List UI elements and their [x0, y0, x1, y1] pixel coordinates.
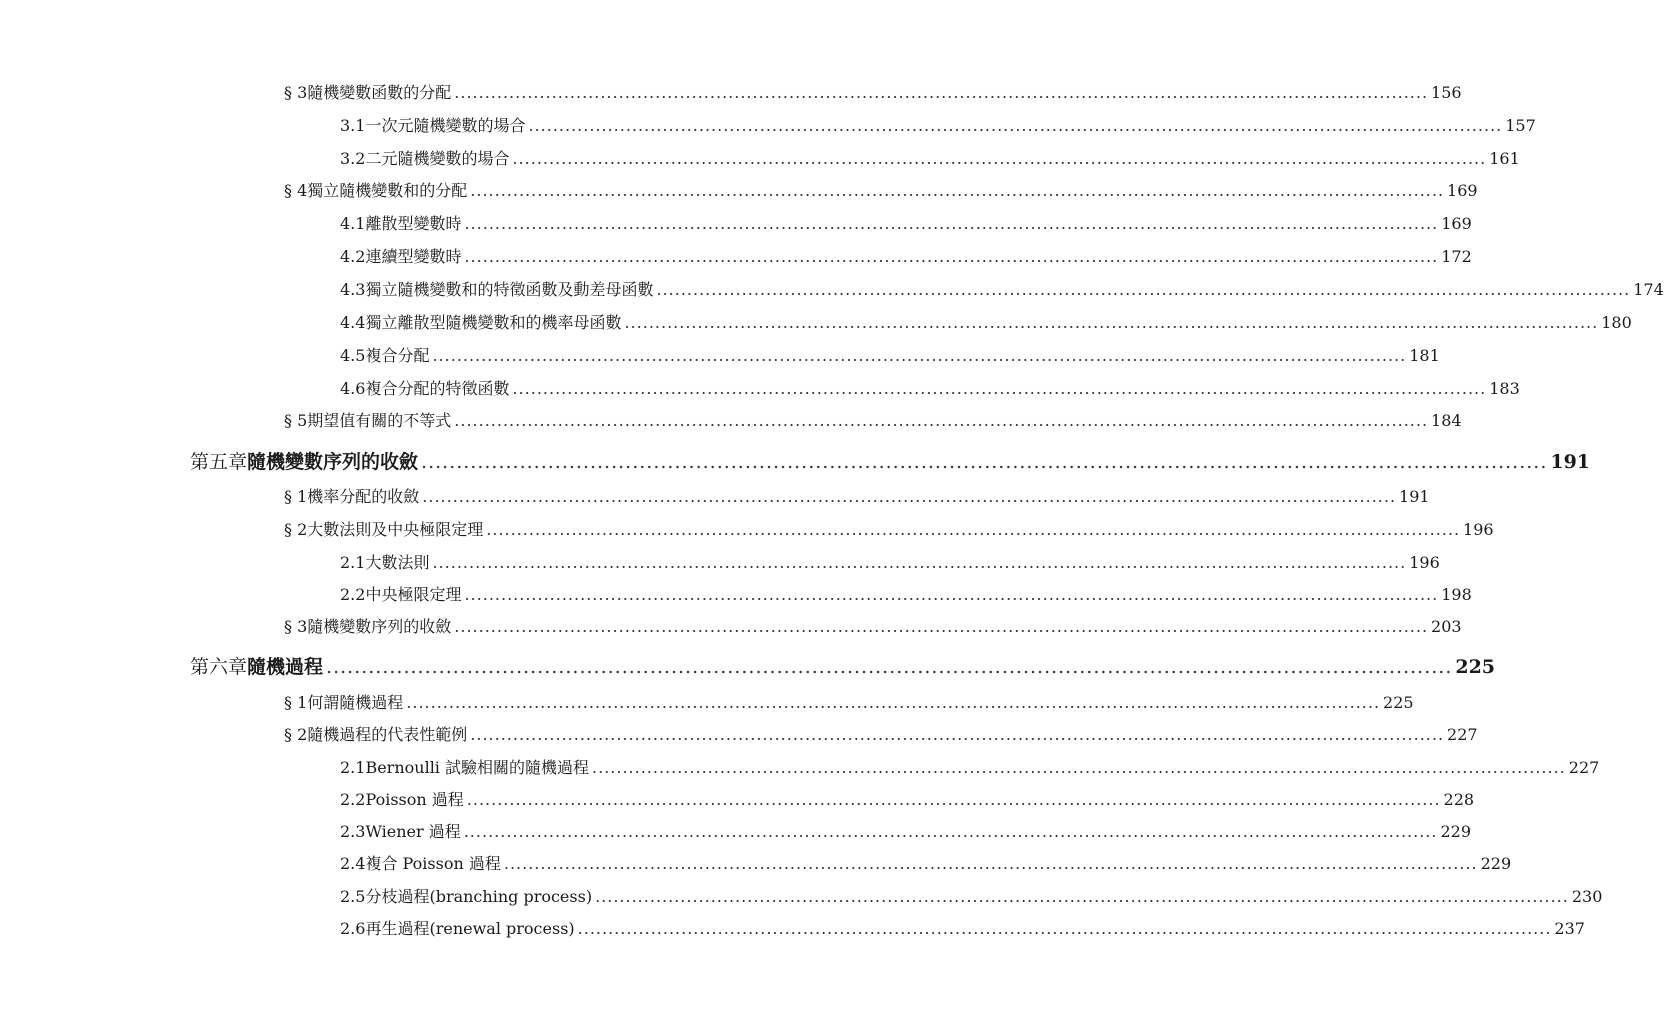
entry-title: 機率分配的收斂: [307, 487, 420, 506]
toc-subsection: [340, 343, 1440, 366]
entry-page-number: 198: [1441, 585, 1472, 604]
dot-leader: ................................................................................................................................................................: [486, 520, 1461, 539]
entry-number: § 2: [284, 725, 308, 744]
dot-leader: ................................................................................................................................................................: [454, 411, 1429, 430]
entry-title: 連續型變數時: [365, 247, 462, 266]
entry-page-number: 230: [1571, 887, 1603, 906]
entry-title: 複合分配的特徵函數: [365, 379, 510, 398]
dot-leader: ................................................................................................................................................................: [512, 379, 1487, 398]
entry-page-number: 184: [1431, 411, 1462, 430]
toc-subsection: [340, 113, 1536, 136]
entry-title: 再生過程(renewal process): [365, 919, 575, 938]
entry-page-number: 229: [1440, 822, 1472, 841]
entry-number: 4.4: [340, 313, 366, 332]
entry-page-number: 174: [1633, 280, 1664, 299]
entry-title: Bernoulli 試驗相關的隨機過程: [365, 758, 590, 777]
entry-title: 大數法則及中央極限定理: [307, 520, 484, 539]
entry-number: § 2: [284, 520, 308, 539]
toc-chapter: [190, 447, 1591, 474]
entry-page-number: 196: [1463, 520, 1494, 539]
entry-title: 隨機變數序列的收斂: [247, 451, 419, 473]
entry-title: 二元隨機變數的場合: [365, 149, 510, 168]
dot-leader: ................................................................................................................................................................: [656, 280, 1631, 299]
dot-leader: ................................................................................................................................................................: [512, 149, 1487, 168]
entry-title: 隨機變數函數的分配: [307, 83, 452, 102]
dot-leader: ................................................................................................................................................................: [595, 887, 1569, 906]
entry-page-number: 172: [1441, 247, 1472, 266]
toc-section: [284, 80, 1462, 103]
entry-number: 2.1: [340, 758, 366, 777]
toc-subsection: [340, 582, 1472, 605]
entry-page-number: 169: [1441, 214, 1472, 233]
entry-number: 2.6: [340, 919, 366, 938]
dot-leader: ................................................................................................................................................................: [503, 854, 1478, 873]
entry-page-number: 225: [1455, 656, 1496, 678]
dot-leader: ................................................................................................................................................................: [463, 822, 1438, 841]
entry-page-number: 181: [1409, 346, 1440, 365]
entry-number: § 3: [284, 617, 308, 636]
entry-page-number: 180: [1601, 313, 1632, 332]
toc-section: [284, 722, 1478, 745]
entry-page-number: 169: [1447, 181, 1478, 200]
entry-page-number: 203: [1431, 617, 1462, 636]
entry-number: 2.2: [340, 790, 366, 809]
toc-subsection: [340, 755, 1600, 778]
entry-number: § 1: [284, 487, 308, 506]
entry-title: 大數法則: [365, 553, 430, 572]
entry-number: § 4: [284, 181, 308, 200]
entry-number: 2.5: [340, 887, 366, 906]
entry-title: 獨立隨機變數和的特徵函數及動差母函數: [365, 280, 654, 299]
entry-number: 2.3: [340, 822, 366, 841]
dot-leader: ................................................................................................................................................................: [454, 617, 1429, 636]
entry-title: 獨立離散型隨機變數和的機率母函數: [365, 313, 622, 332]
toc-subsection: [340, 819, 1472, 842]
entry-title: 獨立隨機變數和的分配: [307, 181, 468, 200]
entry-page-number: 228: [1443, 790, 1475, 809]
entry-number: 2.1: [340, 553, 366, 572]
toc-section: [284, 408, 1462, 431]
toc-subsection: [340, 787, 1475, 810]
dot-leader: ................................................................................................................................................................: [454, 83, 1429, 102]
toc-section: [284, 517, 1494, 540]
dot-leader: ................................................................................................................................................................: [577, 919, 1552, 938]
entry-title: Wiener 過程: [365, 822, 461, 841]
toc-subsection: [340, 376, 1520, 399]
entry-page-number: 191: [1550, 451, 1591, 473]
toc-subsection: [340, 277, 1664, 300]
entry-number: 4.2: [340, 247, 366, 266]
entry-number: 3.1: [340, 116, 366, 135]
toc-section: [284, 484, 1430, 507]
entry-page-number: 183: [1489, 379, 1520, 398]
toc-subsection: [340, 851, 1512, 874]
dot-leader: ................................................................................................................................................................: [528, 116, 1503, 135]
entry-number: 4.1: [340, 214, 366, 233]
dot-leader: ................................................................................................................................................................: [470, 181, 1445, 200]
entry-number: 2.2: [340, 585, 366, 604]
entry-page-number: 237: [1554, 919, 1585, 938]
toc-subsection: [340, 244, 1472, 267]
entry-title: 隨機變數序列的收斂: [307, 617, 452, 636]
dot-leader: ................................................................................................................................................................: [464, 247, 1439, 266]
dot-leader: ................................................................................................................................................................: [432, 553, 1407, 572]
entry-page-number: 157: [1505, 116, 1536, 135]
entry-page-number: 196: [1409, 553, 1440, 572]
toc-subsection: [340, 310, 1632, 333]
entry-title: 中央極限定理: [365, 585, 462, 604]
entry-title: 複合分配: [365, 346, 430, 365]
dot-leader: ................................................................................................................................................................: [326, 656, 1453, 678]
dot-leader: ................................................................................................................................................................: [421, 451, 1548, 473]
entry-title: 何謂隨機過程: [307, 693, 404, 712]
entry-page-number: 227: [1447, 725, 1478, 744]
entry-number: § 1: [284, 693, 308, 712]
entry-number: 2.4: [340, 854, 366, 873]
entry-title: 分枝過程(branching process): [365, 887, 593, 906]
dot-leader: ................................................................................................................................................................: [592, 758, 1566, 777]
entry-number: 4.5: [340, 346, 366, 365]
entry-title: Poisson 過程: [365, 790, 464, 809]
toc-chapter: [190, 652, 1496, 679]
dot-leader: ................................................................................................................................................................: [470, 725, 1445, 744]
entry-title: 隨機過程: [247, 656, 324, 678]
entry-page-number: 161: [1489, 149, 1520, 168]
entry-page-number: 227: [1568, 758, 1600, 777]
entry-number: 4.6: [340, 379, 366, 398]
entry-page-number: 229: [1480, 854, 1512, 873]
toc-section: [284, 614, 1462, 637]
entry-title: 一次元隨機變數的場合: [365, 116, 526, 135]
toc-subsection: [340, 916, 1585, 939]
dot-leader: ................................................................................................................................................................: [406, 693, 1381, 712]
entry-number: § 5: [284, 411, 308, 430]
toc-section: [284, 178, 1478, 201]
entry-number: 第五章: [190, 451, 248, 473]
entry-number: 4.3: [340, 280, 366, 299]
toc-section: [284, 690, 1414, 713]
entry-number: 第六章: [190, 656, 248, 678]
entry-page-number: 156: [1431, 83, 1462, 102]
entry-page-number: 225: [1383, 693, 1414, 712]
toc-subsection: [340, 550, 1440, 573]
entry-title: 離散型變數時: [365, 214, 462, 233]
entry-title: 複合 Poisson 過程: [365, 854, 501, 873]
entry-number: 3.2: [340, 149, 366, 168]
entry-number: § 3: [284, 83, 308, 102]
entry-title: 隨機過程的代表性範例: [307, 725, 468, 744]
dot-leader: ................................................................................................................................................................: [464, 585, 1439, 604]
entry-page-number: 191: [1399, 487, 1430, 506]
dot-leader: ................................................................................................................................................................: [624, 313, 1599, 332]
toc-subsection: [340, 884, 1603, 907]
dot-leader: ................................................................................................................................................................: [466, 790, 1441, 809]
dot-leader: ................................................................................................................................................................: [464, 214, 1439, 233]
entry-title: 期望值有關的不等式: [307, 411, 452, 430]
dot-leader: ................................................................................................................................................................: [432, 346, 1407, 365]
toc-subsection: [340, 211, 1472, 234]
toc-subsection: [340, 146, 1520, 169]
dot-leader: ................................................................................................................................................................: [422, 487, 1397, 506]
